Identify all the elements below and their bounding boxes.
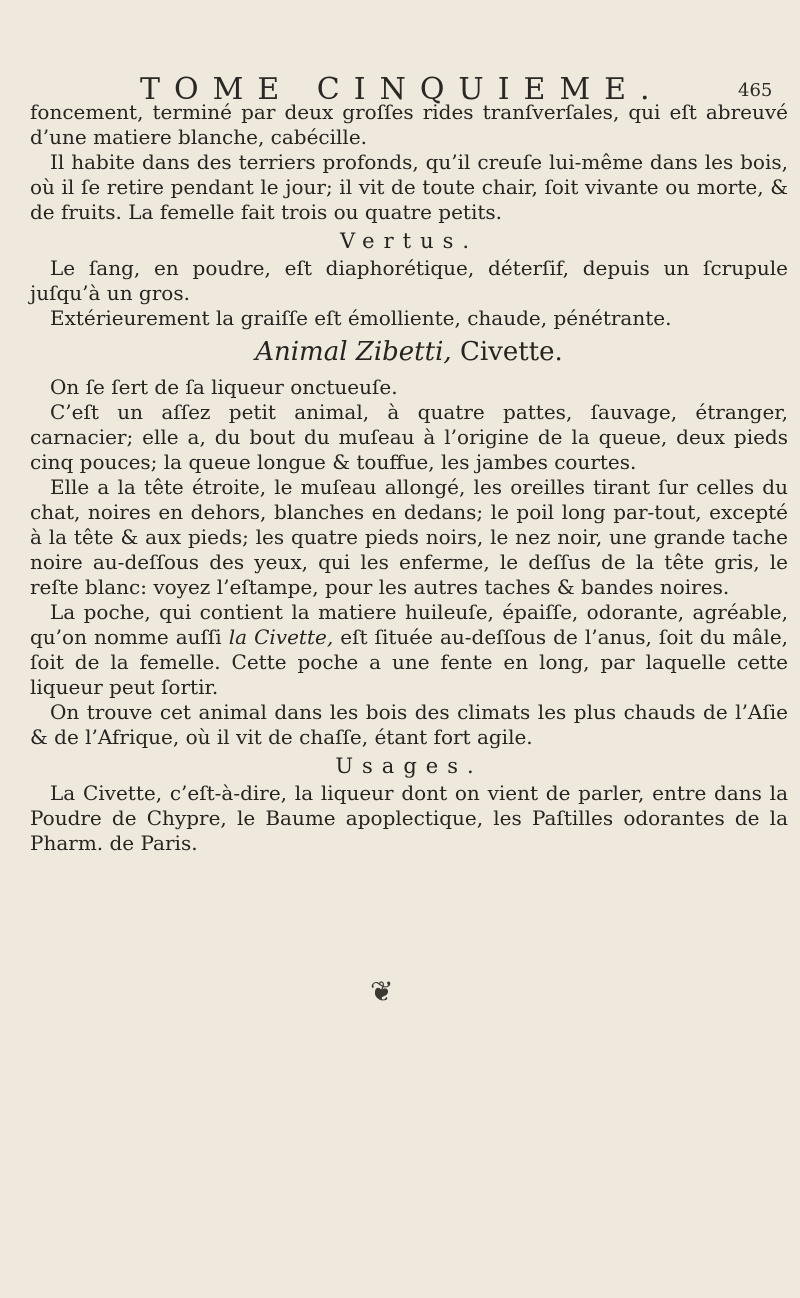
paragraph-poche-end: eſt ſituée au-deſſous de l’anus, ſoit du mâle, ſoit de la femelle. Cette poche a une fente en long, par laquelle cette liqueur peut ſortir. [30, 625, 789, 699]
paragraph-poche [30, 600, 788, 700]
paragraph-poche-start: La poche, qui contient la matiere huileuſe, épaiſſe, odorante, agréable, qu’on nomme auſſi [30, 600, 788, 649]
paragraph-continuation: foncement, terminé par deux groſſes rides tranſverſales, qui eſt abreuvé d’une matiere blanche, cabécille. [30, 100, 788, 149]
paragraph-description: C’eſt un aſſez petit animal, à quatre pattes, ſauvage, étranger, carnacier; elle a, du bout du muſeau à l’origine de la queue, deux pieds cinq pouces; la queue longue & touffue, les jambes courtes. [30, 400, 788, 474]
paragraph-graisse: Extérieurement la graiſſe eſt émolliente, chaude, pénétrante. [50, 306, 672, 330]
page-body [30, 100, 788, 856]
article-heading-latin: Animal Zibetti, [255, 337, 452, 367]
page-number: 465 [738, 80, 773, 101]
paragraph-tete: Elle a la tête étroite, le muſeau allongé, les oreilles tirant ſur celles du chat, noires en dehors, blanches en dedans; le poil long par-tout, excepté à la tête & aux pieds; les quatre pieds noirs, le nez noir, une grande tache noire au-deſſous des yeux, qui les enferme, le deſſus de la tête gris, le reſte blanc: voyez l’eſtampe, pour les autres taches & bandes noires. [30, 475, 788, 599]
section-heading-usages: Usages. [335, 754, 483, 778]
article-heading-french: Civette. [459, 337, 563, 367]
paragraph-sang: Le ſang, en poudre, eſt diaphorétique, déterſif, depuis un ſcrupule juſqu’à un gros. [30, 256, 788, 305]
paragraph-habitat: Il habite dans des terriers profonds, qu’il creuſe lui-même dans les bois, où il ſe retire pendant le jour; il vit de toute chair, ſoit vivante ou morte, & de fruits. La femelle fait trois ou quatre petits. [30, 150, 788, 224]
article-heading [30, 335, 788, 369]
paragraph-usages: La Civette, c’eſt-à-dire, la liqueur dont on vient de parler, entre dans la Poudre de Chypre, le Baume apoplectique, les Paſtilles odorantes de la Pharm. de Paris. [30, 781, 788, 855]
paragraph-liqueur: On ſe ſert de ſa liqueur onctueuſe. [50, 375, 398, 399]
paragraph-climat: On trouve cet animal dans les bois des climats les plus chauds de l’Aſie & de l’Afrique, où il vit de chaſſe, étant fort agile. [30, 700, 788, 749]
section-heading-vertus: Vertus. [339, 229, 479, 253]
paragraph-poche-italic: la Civette, [228, 625, 334, 649]
fleuron-ornament-icon: ❦ [370, 975, 394, 1008]
running-title: TOME CINQUIEME. [140, 72, 664, 107]
